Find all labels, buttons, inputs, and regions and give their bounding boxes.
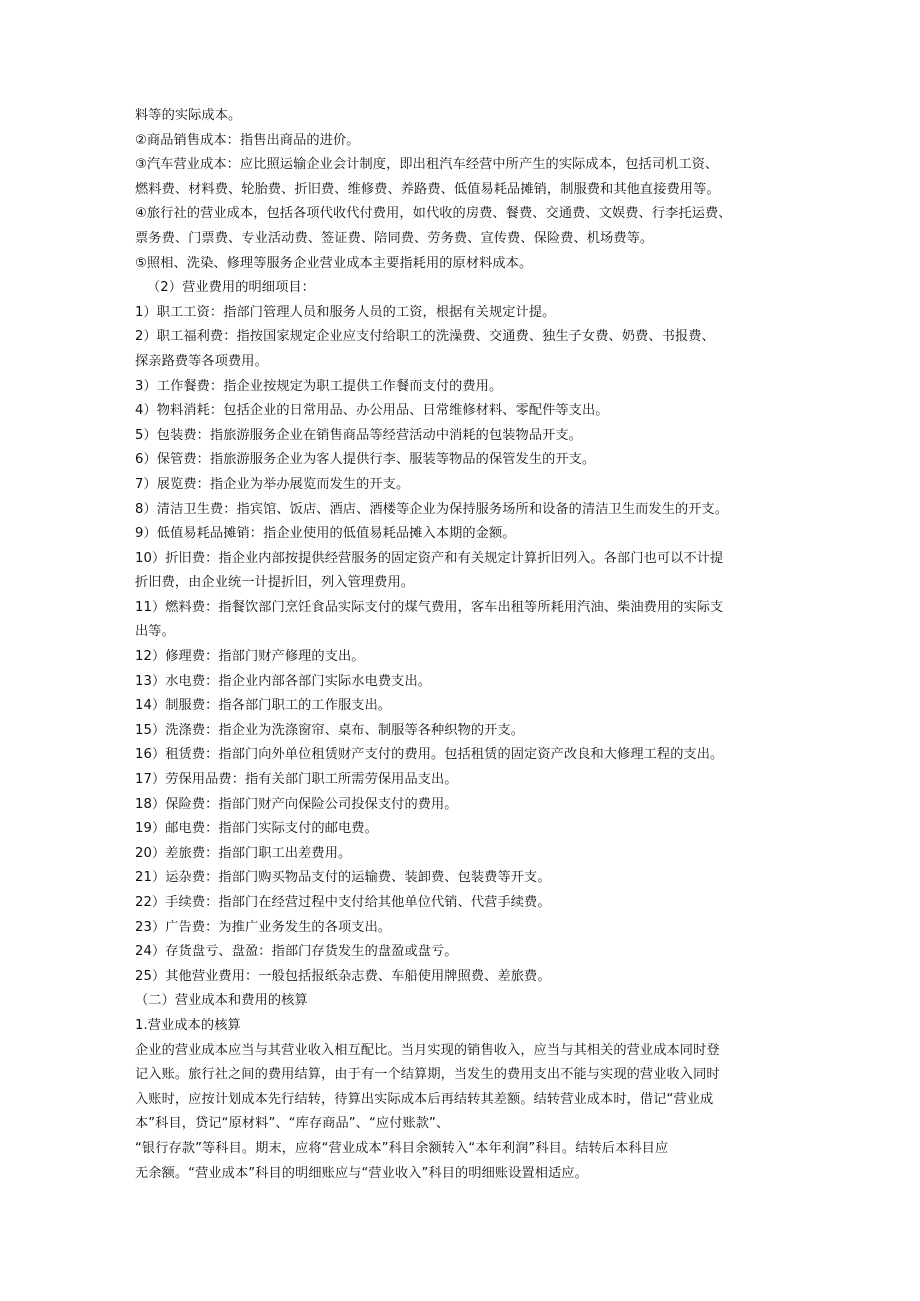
list-item: 20）差旅费：指部门职工出差费用。	[135, 845, 352, 861]
list-item: 17）劳保用品费：指有关部门职工所需劳保用品支出。	[135, 772, 458, 788]
list-item: 13）水电费：指企业内部各部门实际水电费支出。	[135, 673, 432, 689]
paragraph-line: “银行存款”等科目。期末，应将“营业成本”科目余额转入“本年利润”科目。结转后本科目应	[135, 1140, 669, 1156]
paragraph-line: 记入账。旅行社之间的费用结算，由于有一个结算期，当发生的费用支出不能与实现的营业收入同时	[135, 1067, 720, 1083]
list-item: 5）包装费：指旅游服务企业在销售商品等经营活动中消耗的包装物品开支。	[135, 427, 582, 443]
list-item: 16）租赁费：指部门向外单位租赁财产支付的费用。包括租赁的固定资产改良和大修理工程的支出。	[135, 747, 724, 763]
list-item: 11）燃料费：指餐饮部门烹饪食品实际支付的煤气费用，客车出租等所耗用汽油、柴油费用的实际支	[135, 599, 724, 615]
list-item: 9）低值易耗品摊销：指企业使用的低值易耗品摊入本期的金额。	[135, 526, 516, 542]
list-item: 22）手续费：指部门在经营过程中支付给其他单位代销、代营手续费。	[135, 895, 551, 910]
text-line: ④旅行社的营业成本，包括各项代收代付费用，如代收的房费、餐费、交通费、文娱费、行李托运费、	[135, 206, 732, 222]
paragraph-line: 企业的营业成本应当与其营业收入相互配比。当月实现的销售收入，应当与其相关的营业成本同时登	[135, 1042, 720, 1058]
text-line: 探亲路费等各项费用。	[135, 353, 268, 369]
list-item: 23）广告费：为推广业务发生的各项支出。	[135, 919, 392, 935]
list-item: 1）职工工资：指部门管理人员和服务人员的工资，根据有关规定计提。	[135, 304, 556, 320]
text-line: 折旧费，由企业统一计提折旧，列入管理费用。	[135, 575, 415, 591]
list-item: 19）邮电费：指部门实际支付的邮电费。	[135, 821, 378, 837]
text-line: ⑤照相、洗染、修理等服务企业营业成本主要指耗用的原材料成本。	[135, 255, 533, 271]
list-item: 12）修理费：指部门财产修理的支出。	[135, 649, 365, 665]
list-item: 21）运杂费：指部门购买物品支付的运输费、装卸费、包装费等开支。	[135, 870, 551, 886]
list-item: 3）工作餐费：指企业按规定为职工提供工作餐而支付的费用。	[135, 378, 503, 394]
text-line: 料等的实际成本。	[135, 108, 242, 123]
text-line: 出等。	[135, 624, 175, 640]
subsection-heading: 1.营业成本的核算	[135, 1017, 241, 1033]
paragraph-line: 入账时，应按计划成本先行结转，待算出实际成本后再结转其差额。结转营业成本时，借记“营业成	[135, 1091, 714, 1107]
list-item: 6）保管费：指旅游服务企业为客人提供行李、服装等物品的保管发生的开支。	[135, 452, 596, 468]
paragraph-line: 无余额。“营业成本”科目的明细账应与“营业收入”科目的明细账设置相适应。	[135, 1165, 588, 1181]
list-item: 25）其他营业费用：一般包括报纸杂志费、车船使用牌照费、差旅费。	[135, 968, 551, 984]
list-item: 24）存货盘亏、盘盈：指部门存货发生的盘盈或盘亏。	[135, 944, 458, 960]
list-item: 8）清洁卫生费：指宾馆、饭店、酒店、酒楼等企业为保持服务场所和设备的清洁卫生而发生的开支。	[135, 501, 729, 517]
text-line: 燃料费、材料费、轮胎费、折旧费、维修费、养路费、低值易耗品摊销，制服费和其他直接费用等。	[135, 181, 720, 197]
list-item: 14）制服费：指各部门职工的工作服支出。	[135, 698, 392, 714]
section-heading: （2）营业费用的明细项目：	[147, 280, 315, 296]
list-item: 7）展览费：指企业为举办展览而发生的开支。	[135, 476, 410, 492]
text-line: 票务费、门票费、专业活动费、签证费、陪同费、劳务费、宣传费、保险费、机场费等。	[135, 230, 654, 246]
text-line: ③汽车营业成本：应比照运输企业会计制度，即出租汽车经营中所产生的实际成本，包括司机工资、	[135, 157, 719, 173]
section-heading: （二）营业成本和费用的核算	[135, 993, 308, 1009]
text-line: ②商品销售成本：指售出商品的进价。	[135, 132, 360, 148]
list-item: 18）保险费：指部门财产向保险公司投保支付的费用。	[135, 796, 458, 812]
list-item: 4）物料消耗：包括企业的日常用品、办公用品、日常维修材料、零配件等支出。	[135, 403, 609, 419]
list-item: 10）折旧费：指企业内部按提供经营服务的固定资产和有关规定计算折旧列入。各部门也可以不计提	[135, 550, 724, 566]
paragraph-line: 本”科目，贷记“原材料”、“库存商品”、“应付账款”、	[135, 1116, 450, 1132]
list-item: 15）洗涤费：指企业为洗涤窗帘、桌布、制服等各种织物的开支。	[135, 722, 525, 738]
list-item: 2）职工福利费：指按国家规定企业应支付给职工的洗澡费、交通费、独生子女费、奶费、书报费、	[135, 329, 715, 345]
document-page	[135, 104, 800, 1186]
